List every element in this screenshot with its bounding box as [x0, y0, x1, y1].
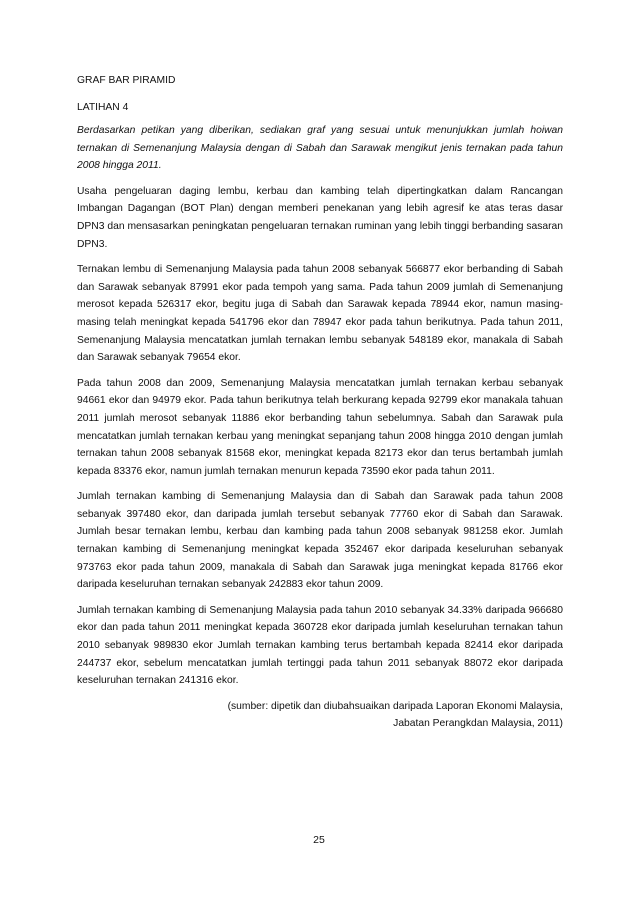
paragraph-goat-2010-2011: Jumlah ternakan kambing di Semenanjung Malaysia pada tahun 2010 sebanyak 34.33% daripada 966680 ekor dan pada tahun 2011 meningkat kepada 360728 ekor daripada jumlah keseluruhan ternakan tahun 2010 sebanyak 989830 ekor Jumlah ternakan kambing terus bertambah kepada 82414 ekor daripada 244737 ekor, sebelum mencatatkan jumlah tertinggi pada tahun 2011 sebanyak 88072 ekor daripada keseluruhan ternakan 241316 ekor. [77, 604, 563, 687]
instruction-paragraph: Berdasarkan petikan yang diberikan, sediakan graf yang sesuai untuk menunjukkan jumlah hoiwan ternakan di Semenanjung Malaysia dengan di Sabah dan Sarawak mengikut jenis ternakan pada tahun 2008 hingga 2011. [77, 125, 563, 172]
paragraph-intro: Usaha pengeluaran daging lembu, kerbau dan kambing telah dipertingkatkan dalam Rancangan Imbangan Dagangan (BOT Plan) dengan memberi penekanan yang lebih agresif ke atas teras dasar DPN3 dan mensasarkan peningkatan pengeluaran ternakan ruminan yang lebih tinggi berbanding sasaran DPN3. [77, 185, 563, 250]
document-content [77, 74, 563, 732]
paragraph-goat-2008-2009: Jumlah ternakan kambing di Semenanjung Malaysia dan di Sabah dan Sarawak pada tahun 2008 sebanyak 397480 ekor, dan daripada jumlah tersebut sebanyak 77760 ekor di Sabah dan Sarawak. Jumlah besar ternakan lembu, kerbau dan kambing pada tahun 2008 sebanyak 981258 ekor. Jumlah ternakan kambing di Semenanjung meningkat kepada 352467 ekor daripada keseluruhan sebanyak 973763 ekor pada tahun 2009, manakala di Sabah dan Sarawak juga meningkat kepada 81766 ekor daripada keseluruhan ternakan sebanyak 242883 ekor tahun 2009. [77, 491, 563, 591]
source-citation-line-1: (sumber: dipetik dan diubahsuaikan daripada Laporan Ekonomi Malaysia, [227, 700, 563, 712]
document-heading: GRAF BAR PIRAMID [77, 75, 176, 86]
paragraph-buffalo: Pada tahun 2008 dan 2009, Semenanjung Malaysia mencatatkan jumlah ternakan kerbau sebanyak 94661 ekor dan 94979 ekor. Pada tahun berikutnya telah berkurang kepada 92799 ekor manakala tahuan 2011 jumlah merosot sebanyak 11886 ekor berbanding tahun sebelumnya. Sabah dan Sarawak pula mencatatkan jumlah ternakan kerbau yang meningkat sepanjang tahun 2008 hingga 2010 dengan jumlah ternakan tahun 2008 sebanyak 81568 ekor, meningkat kepada 82173 ekor dan terus bertambah jumlah kepada 83376 ekor, namun jumlah ternakan menurun kepada 73590 ekor pada tahun 2011. [77, 377, 563, 477]
source-citation [77, 698, 563, 732]
exercise-label: LATIHAN 4 [77, 102, 129, 113]
source-citation-line-2: Jabatan Perangkdan Malaysia, 2011) [393, 717, 563, 729]
paragraph-cattle: Ternakan lembu di Semenanjung Malaysia pada tahun 2008 sebanyak 566877 ekor berbanding di Sabah dan Sarawak sebanyak 87991 ekor pada tempoh yang sama. Pada tahun 2009 jumlah di Semenanjung merosot kepada 526317 ekor, begitu juga di Sabah dan Sarawak kepada 78944 ekor, namun masing-masing telah meningkat kepada 541796 ekor dan 78947 ekor pada tahun berikutnya. Pada tahun 2011, Semenanjung Malaysia mencatatkan jumlah ternakan lembu sebanyak 548189 ekor, manakala di Sabah dan Sarawak sebanyak 79654 ekor. [77, 264, 563, 364]
page-number: 25 [313, 834, 325, 846]
